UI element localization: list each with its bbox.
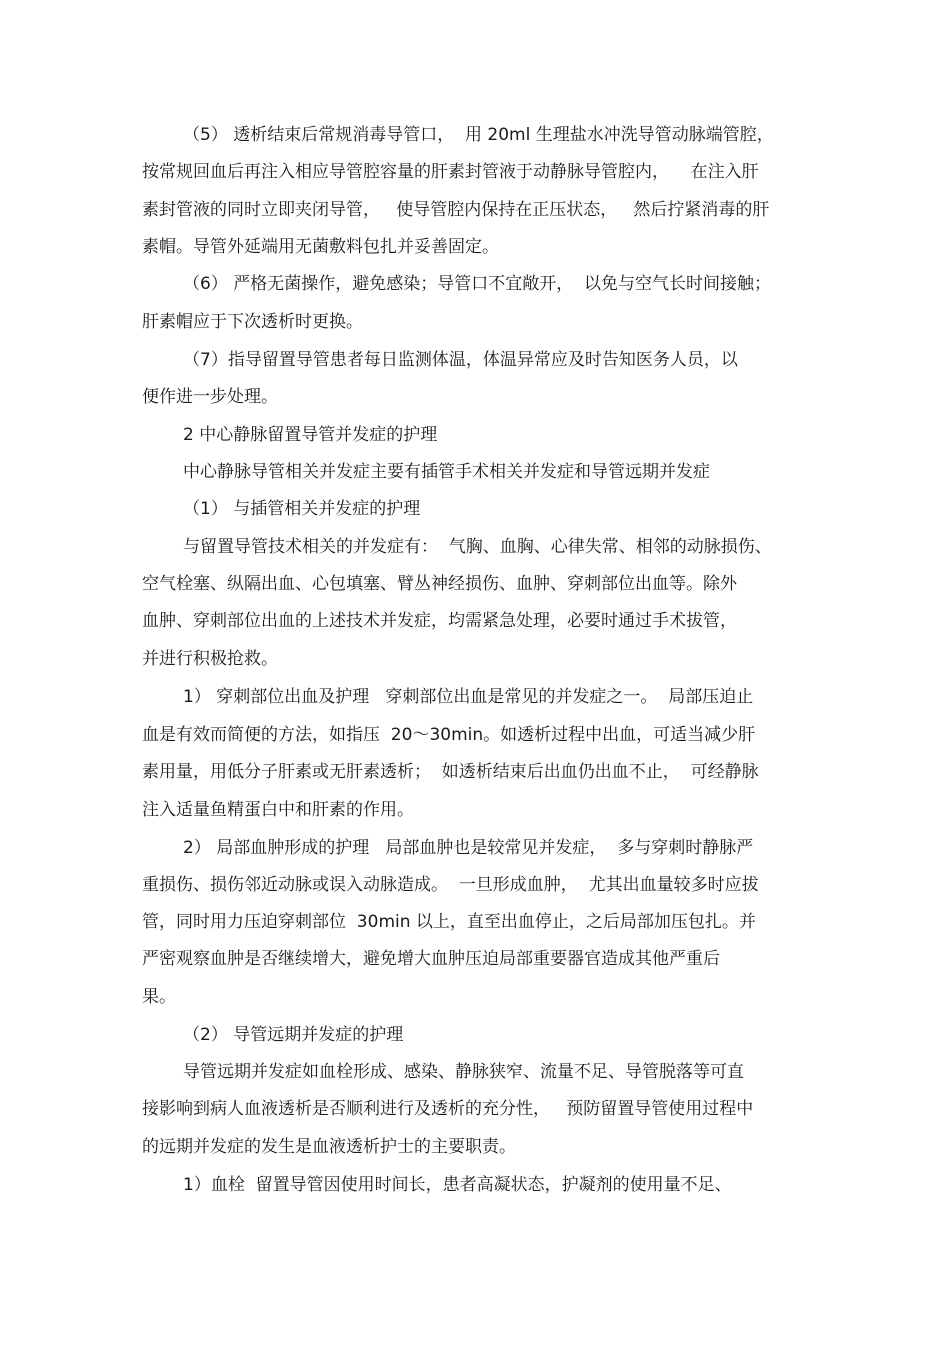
paragraph-line-13: 空气栓塞、纵隔出血、心包填塞、臂丛神经损伤、血肿、穿刺部位出血等。除外 <box>142 574 737 594</box>
paragraph-line-10: 中心静脉导管相关并发症主要有插管手术相关并发症和导管远期并发症 <box>183 462 710 482</box>
paragraph-line-3: 素封管液的同时立即夹闭导管， 使导管腔内保持在正压状态， 然后拧紧消毒的肝 <box>142 200 770 220</box>
paragraph-line-6: 肝素帽应于下次透析时更换。 <box>142 312 363 332</box>
paragraph-line-21: 重损伤、损伤邻近动脉或误入动脉造成。 一旦形成血肿， 尤其出血量较多时应拔 <box>142 875 759 895</box>
paragraph-line-19: 注入适量鱼精蛋白中和肝素的作用。 <box>142 800 414 820</box>
paragraph-line-1: （5） 透析结束后常规消毒导管口， 用 20ml 生理盐水冲洗导管动脉端管腔， <box>183 125 774 145</box>
paragraph-line-16: 1） 穿刺部位出血及护理 穿刺部位出血是常见的并发症之一。 局部压迫止 <box>183 687 754 707</box>
paragraph-line-24: 果。 <box>142 987 176 1007</box>
paragraph-line-26: 导管远期并发症如血栓形成、感染、静脉狭窄、流量不足、导管脱落等可直 <box>183 1062 744 1082</box>
paragraph-line-8: 便作进一步处理。 <box>142 387 278 407</box>
paragraph-line-17: 血是有效而简便的方法，如指压 20～30min。如透析过程中出血，可适当减少肝 <box>142 725 756 745</box>
paragraph-line-22: 管，同时用力压迫穿刺部位 30min 以上，直至出血停止，之后局部加压包扎。并 <box>142 912 756 932</box>
paragraph-line-2: 按常规回血后再注入相应导管腔容量的肝素封管液于动静脉导管腔内， 在注入肝 <box>142 162 759 182</box>
section-heading: 2 中心静脉留置导管并发症的护理 <box>183 425 438 445</box>
paragraph-line-28: 的远期并发症的发生是血液透析护士的主要职责。 <box>142 1137 516 1157</box>
paragraph-line-20: 2） 局部血肿形成的护理 局部血肿也是较常见并发症， 多与穿刺时静脉严 <box>183 838 754 858</box>
paragraph-line-5: （6） 严格无菌操作，避免感染；导管口不宜敞开， 以免与空气长时间接触； <box>183 274 772 294</box>
paragraph-line-18: 素用量，用低分子肝素或无肝素透析； 如透析结束后出血仍出血不止， 可经静脉 <box>142 762 759 782</box>
paragraph-line-4: 素帽。导管外延端用无菌敷料包扎并妥善固定。 <box>142 237 499 257</box>
paragraph-line-7: （7）指导留置导管患者每日监测体温，体温异常应及时告知医务人员，以 <box>183 350 738 370</box>
subsection-heading-1: （1） 与插管相关并发症的护理 <box>183 499 421 519</box>
paragraph-line-29: 1）血栓 留置导管因使用时间长，患者高凝状态，护凝剂的使用量不足、 <box>183 1175 732 1195</box>
paragraph-line-15: 并进行积极抢救。 <box>142 649 278 669</box>
paragraph-line-23: 严密观察血肿是否继续增大，避免增大血肿压迫局部重要器官造成其他严重后 <box>142 949 720 969</box>
paragraph-line-14: 血肿、穿刺部位出血的上述技术并发症，均需紧急处理，必要时通过手术拔管， <box>142 611 737 631</box>
paragraph-line-12: 与留置导管技术相关的并发症有： 气胸、血胸、心律失常、相邻的动脉损伤、 <box>183 537 772 557</box>
paragraph-line-27: 接影响到病人血液透析是否顺利进行及透析的充分性， 预防留置导管使用过程中 <box>142 1099 754 1119</box>
subsection-heading-2: （2） 导管远期并发症的护理 <box>183 1025 404 1045</box>
